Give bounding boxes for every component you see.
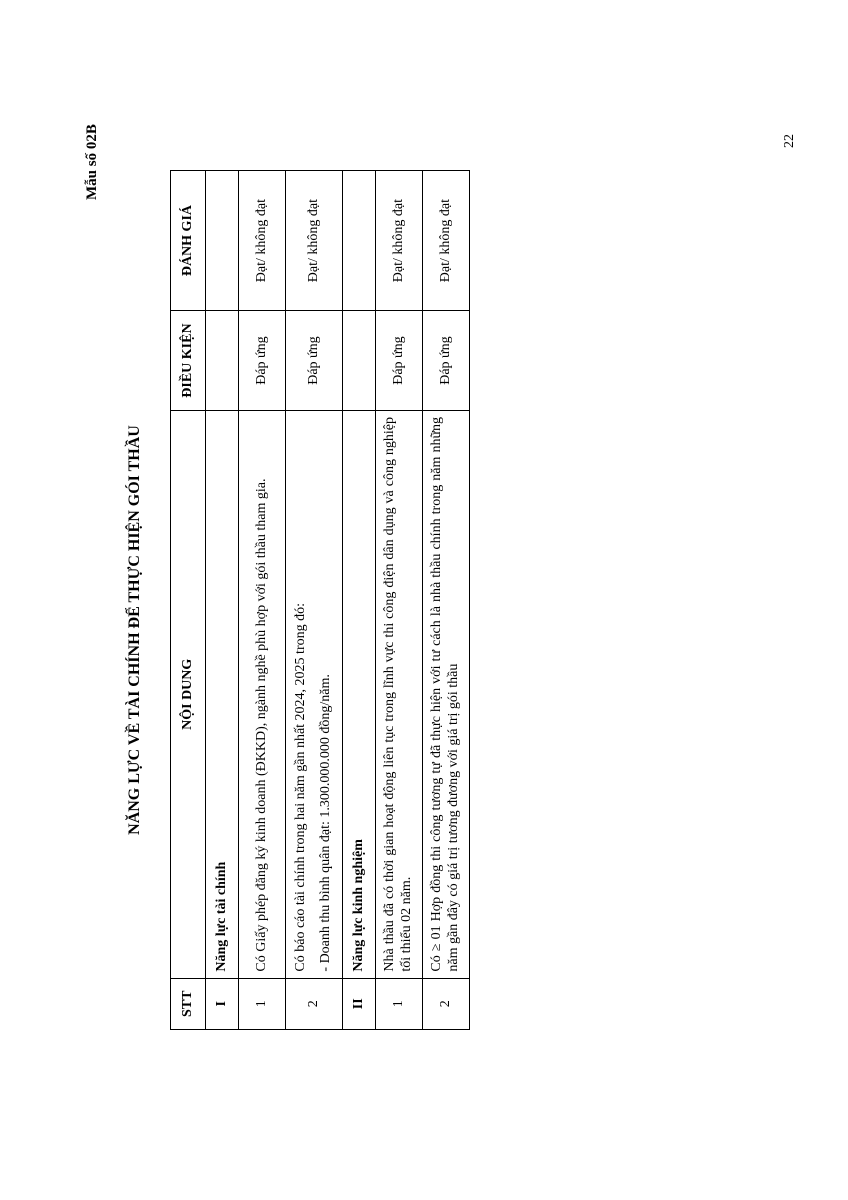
row-content-text: Có báo cáo tài chính trong hai năm gần nhất 2024, 2025 trong đó:	[293, 603, 309, 972]
row-evaluation: Đạt/ không đạt	[376, 171, 423, 311]
header-danh-gia: ĐÁNH GIÁ	[171, 171, 206, 311]
row-evaluation: Đạt/ không đạt	[286, 171, 343, 311]
row-number: 2	[423, 978, 470, 1029]
row-number: 1	[376, 978, 423, 1029]
section-number: I	[206, 978, 239, 1029]
section-row	[343, 171, 376, 1030]
section-title: Năng lực tài chính	[206, 410, 239, 978]
row-evaluation: Đạt/ không đạt	[239, 171, 286, 311]
table-row	[239, 171, 286, 1030]
empty-cell	[343, 171, 376, 311]
table-row	[423, 171, 470, 1030]
row-number: 2	[286, 978, 343, 1029]
row-content-extra: - Doanh thu bình quân đạt: 1.300.000.000 đồng/năm.	[318, 674, 333, 972]
row-condition: Đáp ứng	[423, 311, 470, 411]
row-evaluation: Đạt/ không đạt	[423, 171, 470, 311]
section-row	[206, 171, 239, 1030]
header-dieu-kien: ĐIỀU KIỆN	[171, 311, 206, 411]
row-content-text: Có Giấy phép đăng ký kinh doanh (ĐKKD), ngành nghề phù hợp với gói thầu tham gia.	[253, 478, 269, 972]
empty-cell	[206, 311, 239, 411]
table-row	[286, 171, 343, 1030]
empty-cell	[206, 171, 239, 311]
empty-cell	[343, 311, 376, 411]
row-condition: Đáp ứng	[376, 311, 423, 411]
row-content-text: Nhà thầu đã có thời gian hoạt động liên tục trong lĩnh vực thi công điện dân dụng và công nghiệp tối thiểu 02 năm.	[382, 416, 414, 972]
document-title: NĂNG LỰC VỀ TÀI CHÍNH ĐỂ THỰC HIỆN GÓI THẦU	[126, 425, 143, 835]
row-condition: Đáp ứng	[239, 311, 286, 411]
row-content-text: Có ≥ 01 Hợp đồng thi công tương tự đã thực hiện với tư cách là nhà thầu chính trong năm những năm gần đây có giá trị tương đương với giá trị gói thầu	[429, 416, 461, 972]
header-stt: STT	[171, 978, 206, 1029]
form-code: Mẫu số 02B	[84, 124, 100, 200]
page-number: 22	[782, 134, 797, 148]
section-title: Năng lực kinh nghiệm	[343, 410, 376, 978]
row-content	[423, 410, 470, 978]
row-content	[376, 410, 423, 978]
table-row	[376, 171, 423, 1030]
requirements-table	[170, 170, 470, 1030]
row-number: 1	[239, 978, 286, 1029]
row-condition: Đáp ứng	[286, 311, 343, 411]
header-noi-dung: NỘI DUNG	[171, 410, 206, 978]
table-header-row	[171, 171, 206, 1030]
row-content	[286, 410, 343, 978]
section-number: II	[343, 978, 376, 1029]
row-content	[239, 410, 286, 978]
